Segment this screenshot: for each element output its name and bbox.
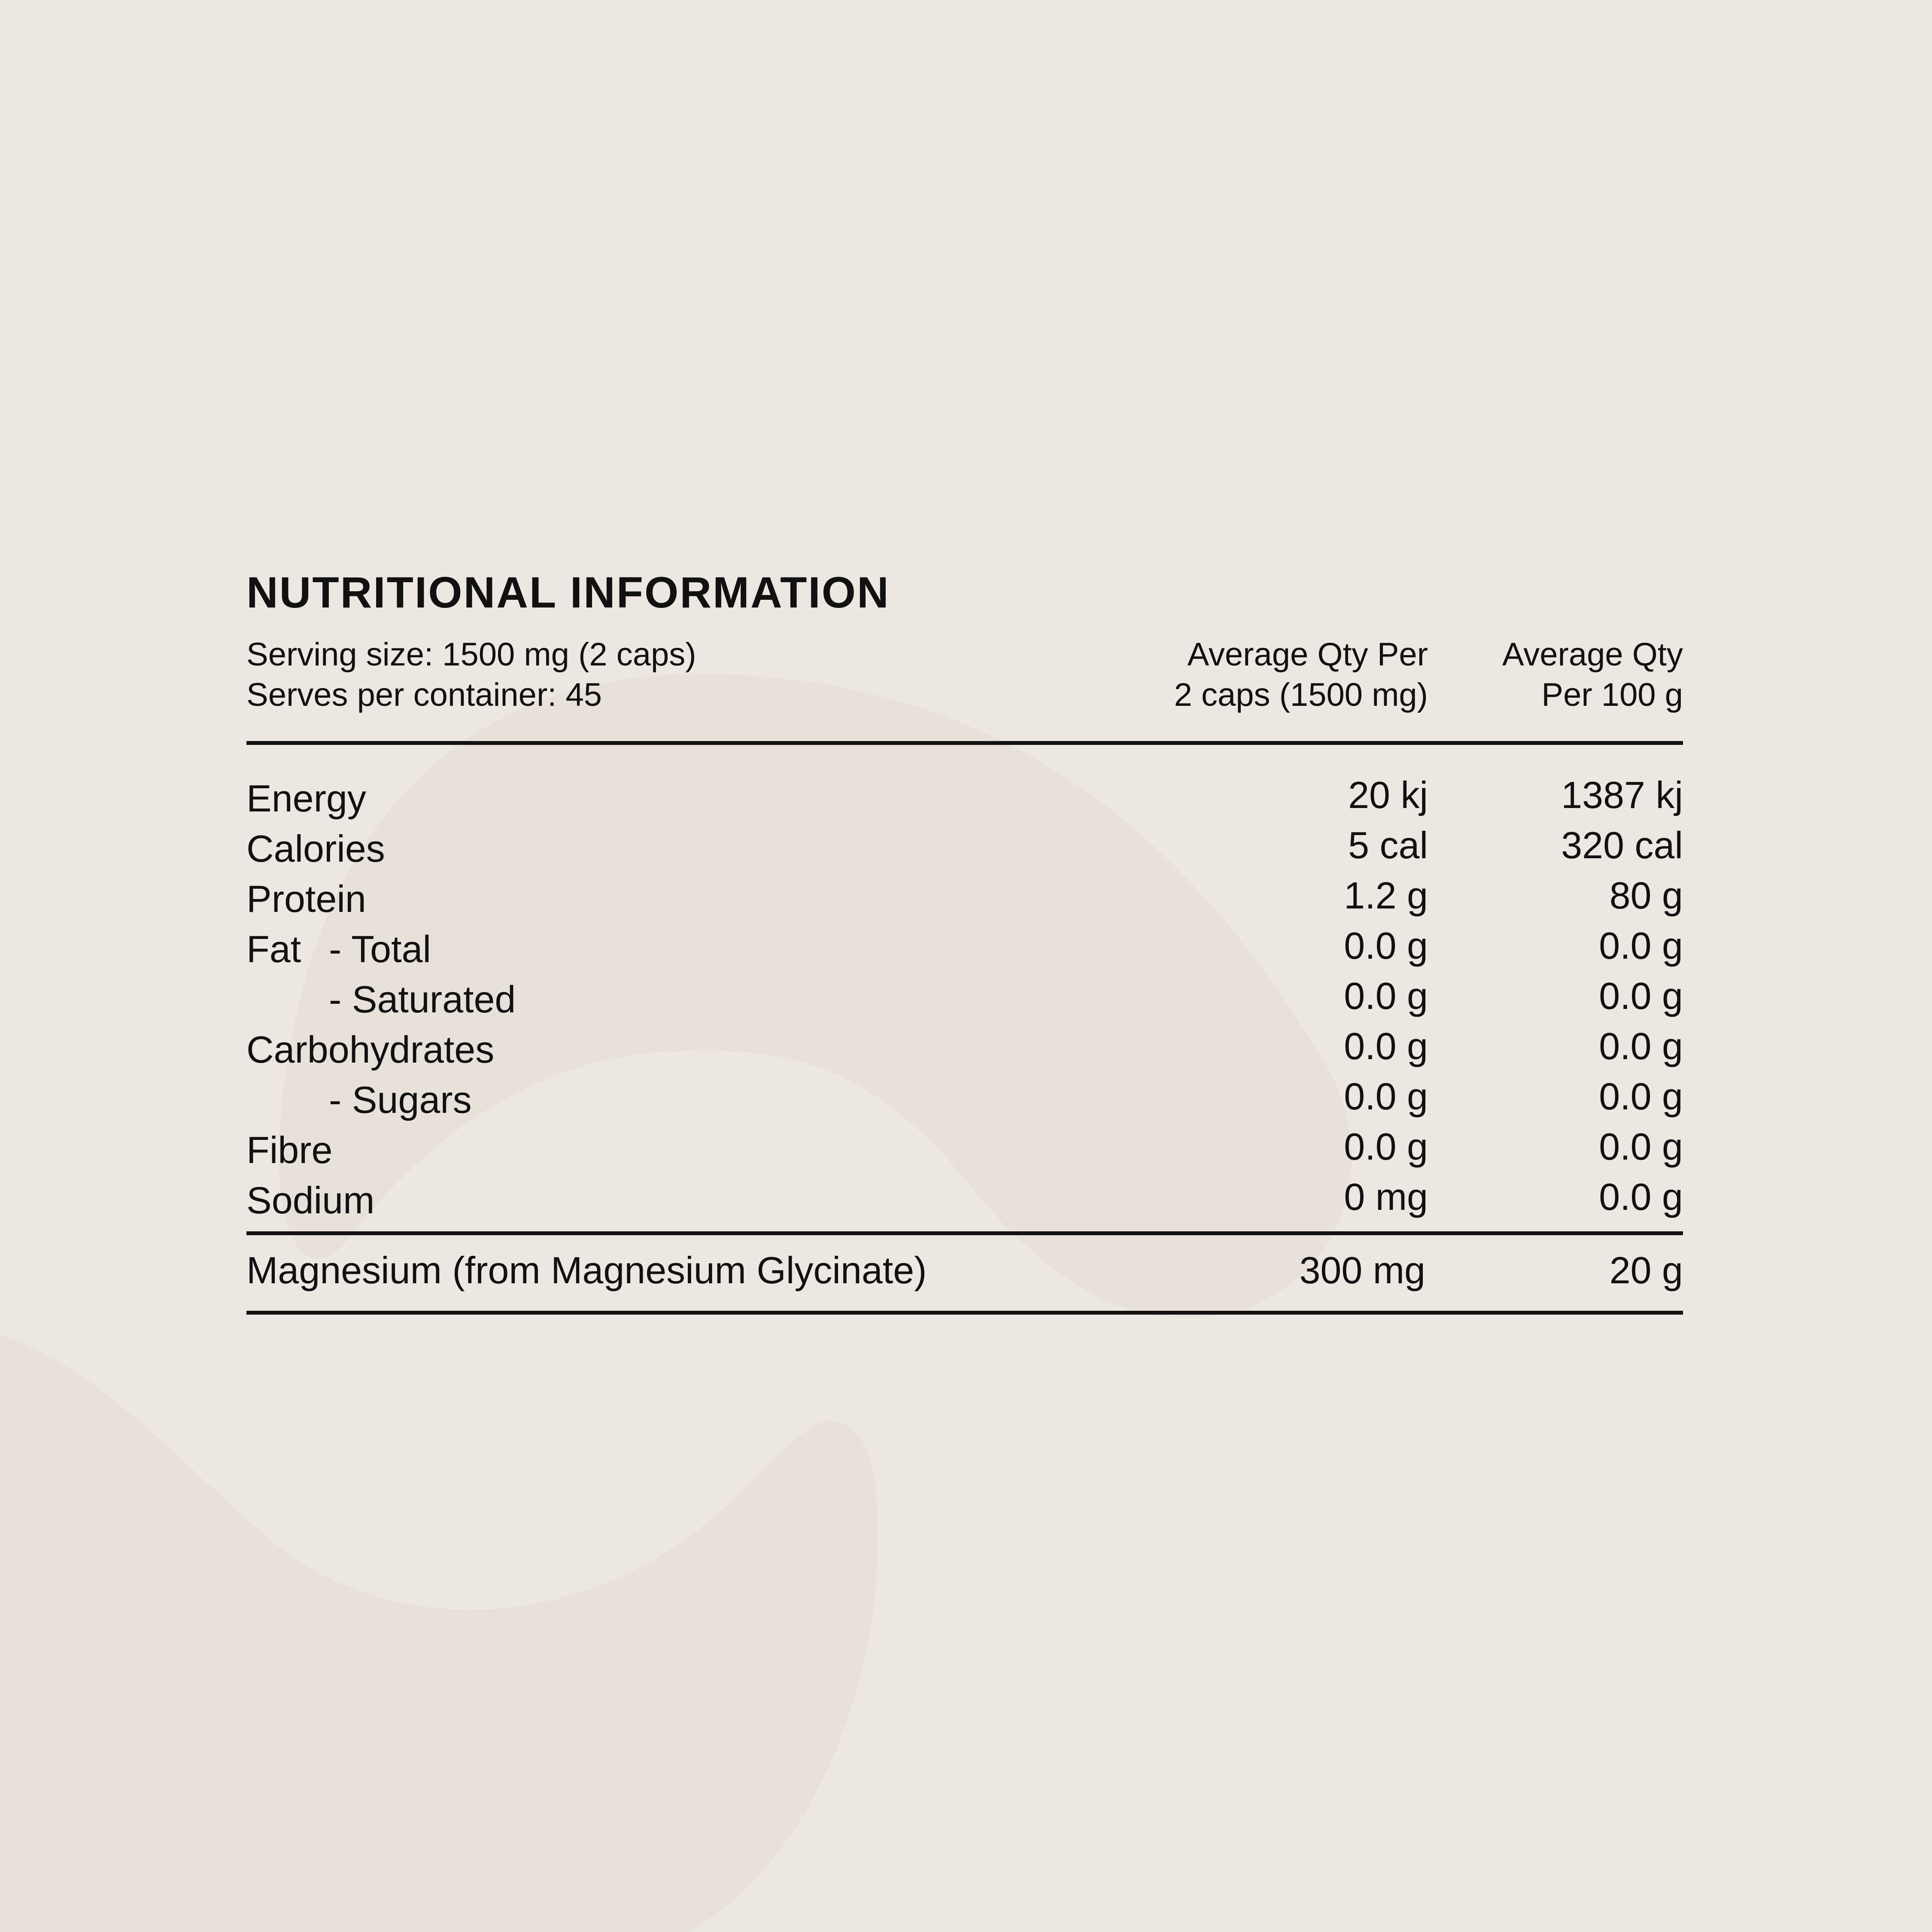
table-row [246,1021,1683,1071]
nutrition-table [246,770,1683,1222]
per-100g-value: 0.0 g [1599,1125,1683,1168]
table-row [246,971,1683,1021]
per-serving-value: 0.0 g [1344,1025,1428,1067]
serving-size: Serving size: 1500 mg (2 caps) [246,636,696,673]
column-header-per-100g [1502,635,1683,715]
per-serving-value: 300 mg [1299,1249,1425,1291]
per-serving-value: 0.0 g [1344,924,1428,967]
serves-per-container: Serves per container: 45 [246,677,602,713]
table-row [246,920,1683,971]
nutrient-sublabel: - Sugars [329,1078,472,1121]
table-row [246,1172,1683,1222]
column-header-line: Average Qty Per [1187,636,1428,673]
nutrient-label: Magnesium (from Magnesium Glycinate) [246,1249,927,1291]
per-100g-value: 0.0 g [1599,1025,1683,1067]
per-serving-value: 5 cal [1348,824,1428,866]
per-serving-value: 0 mg [1344,1176,1428,1218]
background-swoosh-lower [0,1335,878,1932]
nutrient-label: Carbohydrates [246,1028,495,1071]
nutrient-label: Sodium [246,1179,375,1221]
nutrient-sublabel: - Saturated [329,978,516,1021]
divider-bottom [246,1311,1683,1315]
table-row [246,770,1683,820]
per-100g-value: 20 g [1609,1249,1683,1291]
per-100g-value: 80 g [1609,874,1683,917]
per-100g-value: 0.0 g [1599,1176,1683,1218]
serving-info [246,635,696,715]
nutrient-label: Protein [246,878,366,920]
divider-top [246,741,1683,745]
per-serving-value: 0.0 g [1344,1125,1428,1168]
nutrient-label: Energy [246,777,366,820]
column-header-per-serving [1174,635,1428,715]
per-serving-value: 1.2 g [1344,874,1428,917]
column-header-line: 2 caps (1500 mg) [1174,677,1428,713]
per-serving-value: 0.0 g [1344,975,1428,1017]
column-header-line: Per 100 g [1541,677,1683,713]
per-100g-value: 0.0 g [1599,924,1683,967]
divider-middle [246,1231,1683,1235]
column-header-line: Average Qty [1502,636,1683,673]
per-serving-value: 0.0 g [1344,1075,1428,1118]
magnesium-row [246,1245,1683,1295]
table-row [246,820,1683,870]
nutrient-sublabel: - Total [329,928,431,970]
nutrient-label: Fibre [246,1129,333,1171]
per-100g-value: 0.0 g [1599,1075,1683,1118]
per-100g-value: 320 cal [1561,824,1683,866]
per-100g-value: 1387 kj [1561,774,1683,816]
table-row [246,870,1683,920]
nutrient-label: Calories [246,827,385,870]
per-serving-value: 20 kj [1348,774,1428,816]
nutrient-label: Fat [246,928,301,970]
per-100g-value: 0.0 g [1599,975,1683,1017]
table-row [246,1121,1683,1172]
table-row [246,1071,1683,1121]
page-title: NUTRITIONAL INFORMATION [246,568,890,617]
